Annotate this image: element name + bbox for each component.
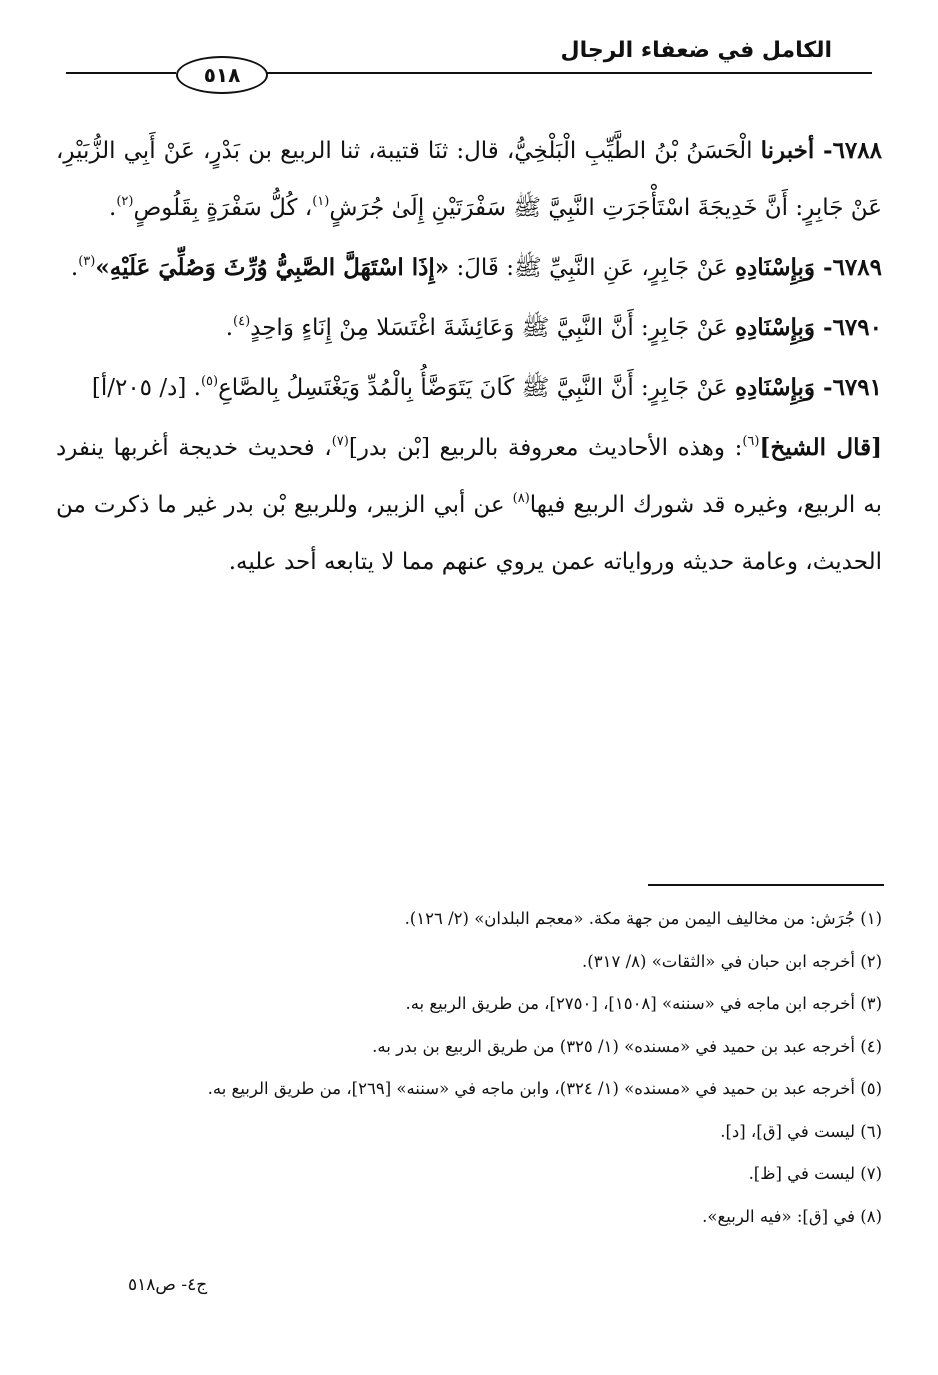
footnote-marker: (١): [312, 194, 330, 209]
text-segment: عن أبي الزبير، وللربيع بْن بدر غير ما ذكرت من الحديث، وعامة حديثه ورواياته عمن يروي عنهم مما لا يتابعه أحد عليه.: [56, 492, 882, 575]
hadith-paragraph: [56, 239, 882, 297]
footnote-item: (١) جُرَش: من مخاليف اليمن من جهة مكة. «معجم البلدان» (٢/ ١٢٦).: [404, 909, 882, 928]
volume-page-label: ج٤- ص٥١٨: [128, 1275, 208, 1295]
footnote-item: (٨) في [ق]: «فيه الربيع».: [702, 1206, 882, 1226]
text-segment: . [د/ ٢٠٥/أ]: [91, 375, 201, 401]
page-header: [66, 32, 872, 92]
footnote-marker: (٣): [78, 254, 96, 269]
header-rule-right: [222, 72, 872, 74]
text-segment: [قال الشيخ]: [759, 434, 882, 461]
footnotes: [60, 898, 882, 1238]
text-segment: ، فحديث خديجة أغربها ينفرد به الربيع، وغيره قد شورك الربيع فيها: [56, 435, 882, 518]
book-title: الكامل في ضعفاء الرجال: [560, 38, 832, 63]
footnote-item: (٣) أخرجه ابن ماجه في «سننه» [١٥٠٨]، [٢٧٥٠]، من طريق الربيع به.: [405, 994, 882, 1013]
footnote-marker: (٨): [512, 491, 530, 506]
text-segment: ٦٧٩٠-: [815, 314, 882, 341]
text-segment: : وهذه الأحاديث معروفة بالربيع [بْن بدر]: [348, 435, 743, 461]
text-segment: .: [70, 255, 79, 281]
text-segment: عَنْ جَابِرٍ، عَنِ النَّبِيِّ ﷺ: قَالَ:: [449, 255, 735, 281]
footnote-marker: (٧): [331, 434, 349, 449]
text-segment: «إِذَا اسْتَهَلَّ الصَّبِيُّ وُرِّثَ وَصُلِّيَ عَلَيْهِ»: [95, 254, 450, 281]
hadith-paragraph: [56, 299, 882, 357]
text-segment: .: [109, 195, 117, 221]
text-segment: أخبرنا: [760, 137, 815, 164]
page-number: ٥١٨: [203, 63, 241, 87]
footnote-item: (٦) ليست في [ق]، [د].: [720, 1121, 882, 1141]
text-segment: عَنْ جَابِرٍ: أَنَّ النَّبِيَّ ﷺ كَانَ يَتَوَضَّأُ بِالْمُدِّ وَيَغْتَسِلُ بِالصَّاعِ: [218, 375, 735, 401]
hadith-paragraph: [56, 419, 882, 591]
main-text: [56, 122, 882, 591]
page-footer: [128, 1275, 207, 1295]
header-rule-left: [66, 72, 176, 74]
text-segment: وَبِإِسْنَادِهِ: [734, 314, 816, 341]
page-number-badge: [176, 56, 268, 94]
text-segment: .: [225, 315, 233, 341]
text-segment: عَنْ جَابِرٍ: أَنَّ النَّبِيَّ ﷺ وَعَائِشَةَ اغْتَسَلا مِنْ إِنَاءٍ وَاحِدٍ: [250, 315, 735, 341]
footnote-marker: (٢): [116, 194, 134, 209]
text-segment: ٦٧٩١-: [815, 374, 882, 401]
text-segment: ٦٧٨٨-: [814, 137, 882, 164]
footnote-item: (٤) أخرجه عبد بن حميد في «مسنده» (١/ ٣٢٥) من طريق الربيع بن بدر به.: [372, 1036, 882, 1056]
footnote-item: (٥) أخرجه عبد بن حميد في «مسنده» (١/ ٣٢٤)، وابن ماجه في «سننه» [٢٦٩]، من طريق الربيع به.: [207, 1079, 882, 1098]
footnote-item: (٧) ليست في [ظ].: [748, 1164, 882, 1183]
footnote-separator: [648, 884, 884, 886]
footnote-marker: (٥): [200, 374, 219, 389]
text-segment: وَبِإِسْنَادِهِ: [734, 374, 816, 401]
text-segment: ، كُلُّ سَفْرَةٍ بِقَلُوصٍ: [133, 195, 313, 221]
footnote-marker: (٤): [233, 314, 251, 329]
footnote-item: (٢) أخرجه ابن حبان في «الثقات» (٨/ ٣١٧).: [582, 951, 882, 971]
text-segment: وَبِإِسْنَادِهِ: [734, 254, 816, 281]
hadith-paragraph: [56, 359, 882, 417]
text-segment: ٦٧٨٩-: [815, 254, 882, 281]
hadith-paragraph: [56, 122, 882, 237]
footnote-marker: (٦): [742, 434, 760, 449]
text-segment: الْحَسَنُ بْنُ الطَّيِّبِ الْبَلْخِيُّ، قال: ثنَا قتيبة، ثنا الربيع بن بَدْرٍ، عَنْ أَبِي الزُّبَيْرِ، عَنْ جَابِرٍ: أَنَّ خَدِيجَةَ اسْتَأْجَرَتِ النَّبِيَّ ﷺ سَفْرَتَيْنِ إِلَىٰ جُرَشٍ: [56, 138, 882, 221]
